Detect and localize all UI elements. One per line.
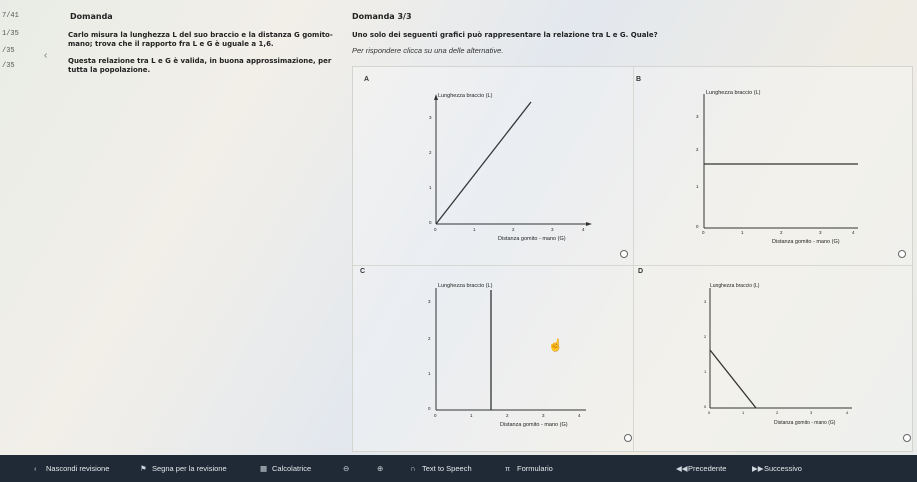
x-tick: 4: [582, 227, 585, 232]
x-tick: 2: [512, 227, 515, 232]
nav-number[interactable]: 1/35: [2, 30, 19, 38]
nav-number[interactable]: /35: [2, 47, 15, 55]
nav-number[interactable]: 7/41: [2, 12, 19, 20]
option-a-letter: A: [364, 76, 370, 83]
question-line: tutta la popolazione.: [68, 66, 151, 74]
formulary-label: Formulario: [517, 464, 553, 473]
x-tick: 0: [434, 413, 437, 418]
y-axis-label: Lunghezza braccio (L): [710, 283, 760, 289]
divider: [633, 67, 634, 451]
calculator-label: Calcolatrice: [272, 464, 312, 473]
text-to-speech-button[interactable]: [410, 464, 472, 473]
hide-review-button[interactable]: [34, 464, 109, 473]
flag-review-button[interactable]: [140, 464, 227, 473]
x-tick: 1: [470, 413, 473, 418]
x-tick: 4: [846, 410, 849, 415]
y-tick: 2: [704, 334, 707, 339]
x-tick: 1: [741, 230, 744, 235]
x-tick: 1: [473, 227, 476, 232]
y-tick: 3: [428, 299, 431, 304]
y-tick: 2: [428, 336, 431, 341]
collapse-chevron-icon[interactable]: ‹: [44, 50, 48, 61]
x-axis-label: Distanza gomito - mano (G): [774, 420, 836, 426]
zoom-in-icon: ⊕: [377, 464, 384, 473]
y-tick: 3: [429, 115, 432, 120]
question-nav-strip[interactable]: [0, 0, 62, 452]
y-tick: 3: [696, 114, 699, 119]
y-tick: 0: [428, 406, 431, 411]
x-axis-label: Distanza gomito - mano (G): [500, 422, 568, 428]
x-tick: 0: [434, 227, 437, 232]
x-tick: 4: [578, 413, 581, 418]
y-tick: 1: [429, 185, 432, 190]
flag-review-label: Segna per la revisione: [152, 464, 227, 473]
calculator-button[interactable]: [260, 464, 311, 473]
zoom-in-button[interactable]: [377, 464, 389, 473]
x-tick: 3: [810, 410, 813, 415]
forward-icon: ▶▶: [752, 464, 764, 473]
y-tick: 3: [704, 299, 707, 304]
previous-button[interactable]: [676, 464, 726, 473]
hide-review-label: Nascondi revisione: [46, 464, 110, 473]
option-a-chart[interactable]: [418, 88, 598, 248]
pi-icon: π: [505, 464, 511, 473]
headphones-icon: ∩: [410, 464, 416, 473]
y-tick: 2: [429, 150, 432, 155]
y-tick: 1: [428, 371, 431, 376]
question-text: [68, 31, 343, 75]
formulary-button[interactable]: [505, 464, 553, 473]
y-axis-label: Lunghezza braccio (L): [438, 283, 493, 289]
x-tick: 2: [506, 413, 509, 418]
instruction-text: Per rispondere clicca su una delle alternative.: [352, 46, 504, 55]
zoom-out-button[interactable]: [343, 464, 355, 473]
option-b-chart[interactable]: [686, 88, 866, 248]
y-tick: 0: [704, 404, 707, 409]
hand-cursor-icon: ☝: [548, 338, 563, 352]
bottom-toolbar: [0, 455, 917, 482]
y-axis-label: Lunghezza braccio (L): [706, 90, 761, 96]
question-line: mano; trova che il rapporto fra L e G è uguale a 1,6.: [68, 40, 274, 48]
graph-line: [710, 350, 756, 408]
previous-label: Precedente: [688, 464, 727, 473]
y-tick: 1: [696, 184, 699, 189]
question-counter: Domanda 3/3: [352, 12, 412, 21]
next-label: Successivo: [764, 464, 802, 473]
chevron-left-icon: ‹: [34, 464, 37, 473]
y-axis-label: Lunghezza braccio (L): [438, 93, 493, 99]
prompt-text: Uno solo dei seguenti grafici può rappresentare la relazione tra L e G. Quale?: [352, 31, 658, 39]
option-c-radio[interactable]: [624, 434, 632, 442]
option-d-chart[interactable]: [696, 280, 876, 430]
calculator-icon: ▦: [260, 464, 268, 473]
nav-number[interactable]: /35: [2, 62, 15, 70]
x-axis-label: Distanza gomito - mano (G): [772, 239, 840, 245]
x-tick: 0: [708, 410, 711, 415]
x-tick: 4: [852, 230, 855, 235]
zoom-out-icon: ⊖: [343, 464, 350, 473]
y-tick: 0: [696, 224, 699, 229]
y-tick: 0: [429, 220, 432, 225]
x-axis-arrow: [586, 222, 592, 226]
next-button[interactable]: [752, 464, 802, 473]
x-tick: 1: [742, 410, 745, 415]
y-tick: 1: [704, 369, 707, 374]
option-b-letter: B: [636, 76, 642, 83]
x-tick: 3: [542, 413, 545, 418]
x-axis-label: Distanza gomito - mano (G): [498, 236, 566, 242]
x-tick: 2: [776, 410, 779, 415]
divider: [353, 265, 912, 266]
question-line: Carlo misura la lunghezza L del suo braccio e la distanza G gomito-: [68, 31, 333, 39]
x-tick: 0: [702, 230, 705, 235]
option-a-radio[interactable]: [620, 250, 628, 258]
x-tick: 3: [551, 227, 554, 232]
question-line: Questa relazione tra L e G è valida, in buona approssimazione, per: [68, 57, 332, 65]
option-c-letter: C: [360, 268, 366, 275]
flag-icon: ⚑: [140, 464, 147, 473]
option-b-radio[interactable]: [898, 250, 906, 258]
graph-line: [436, 102, 531, 224]
x-tick: 3: [819, 230, 822, 235]
option-d-letter: D: [638, 268, 644, 275]
left-panel-title: Domanda: [70, 12, 113, 21]
tts-label: Text to Speech: [422, 464, 472, 473]
x-tick: 2: [780, 230, 783, 235]
rewind-icon: ◀◀: [676, 464, 688, 473]
option-c-chart[interactable]: [418, 280, 598, 430]
option-d-radio[interactable]: [903, 434, 911, 442]
y-tick: 2: [696, 147, 699, 152]
